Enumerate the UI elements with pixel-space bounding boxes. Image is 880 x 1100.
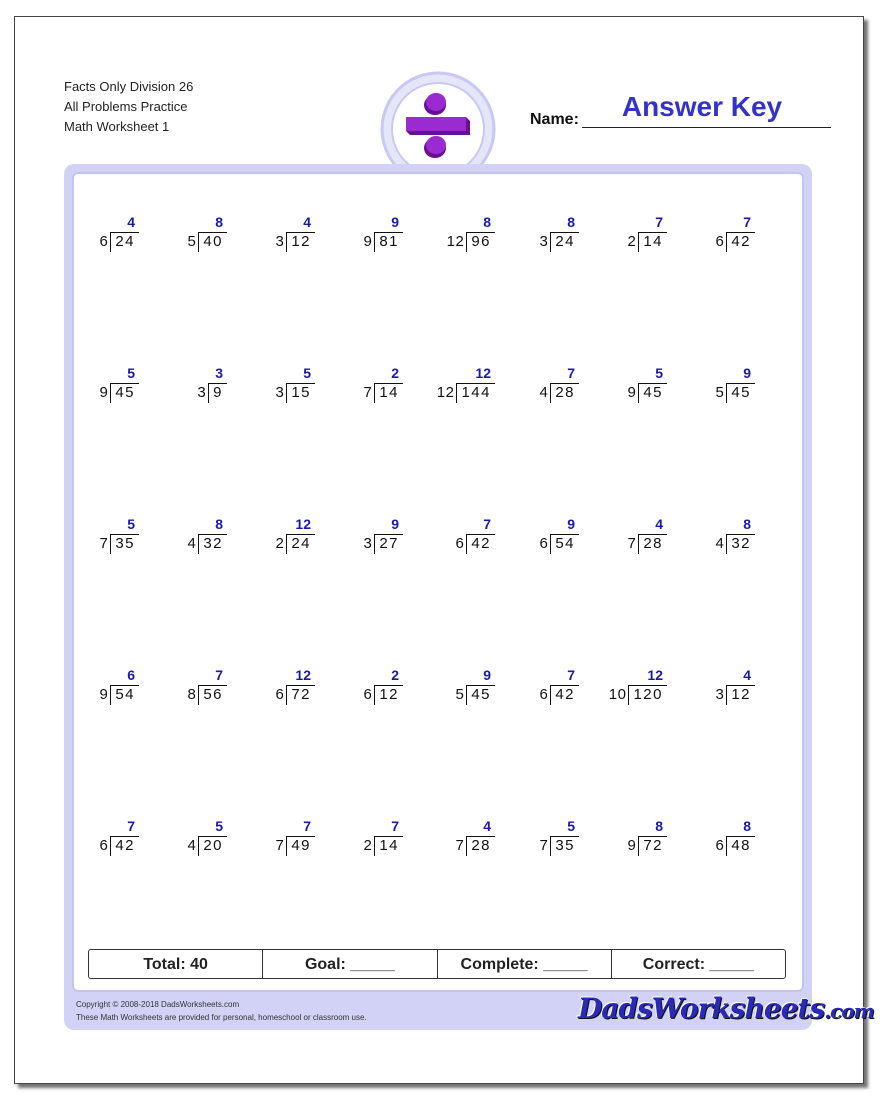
division-problem <box>323 516 403 562</box>
dividend: 24 <box>286 534 315 554</box>
quotient-answer: 4 <box>743 667 751 683</box>
divisor: 7 <box>627 535 637 552</box>
division-expression <box>235 383 315 403</box>
quotient-answer: 8 <box>655 818 663 834</box>
quotient-answer: 8 <box>567 214 575 230</box>
dividend: 120 <box>628 685 667 705</box>
divisor: 9 <box>363 233 373 250</box>
quotient-answer: 7 <box>567 667 575 683</box>
dividend: 54 <box>110 685 139 705</box>
dividend: 24 <box>110 232 139 252</box>
quotient-answer: 5 <box>127 365 135 381</box>
divisor: 4 <box>539 384 549 401</box>
quotient-answer: 7 <box>391 818 399 834</box>
division-problem <box>675 365 755 411</box>
dividend: 32 <box>726 534 755 554</box>
quotient-answer: 9 <box>567 516 575 532</box>
division-problem <box>323 818 403 864</box>
division-problem <box>59 667 139 713</box>
division-expression <box>415 232 495 252</box>
division-problem <box>59 516 139 562</box>
division-expression <box>499 383 579 403</box>
divisor: 6 <box>715 233 725 250</box>
division-expression <box>235 685 315 705</box>
quotient-answer: 7 <box>127 818 135 834</box>
dividend: 32 <box>198 534 227 554</box>
dividend: 12 <box>726 685 755 705</box>
division-problem <box>59 818 139 864</box>
divisor: 4 <box>187 837 197 854</box>
dividend: 42 <box>110 836 139 856</box>
dividend: 45 <box>638 383 667 403</box>
dividend: 72 <box>638 836 667 856</box>
divisor: 9 <box>627 837 637 854</box>
quotient-answer: 8 <box>215 214 223 230</box>
score-bar <box>88 949 786 979</box>
brand-logo <box>578 992 874 1025</box>
division-expression <box>675 685 755 705</box>
dividend: 27 <box>374 534 403 554</box>
division-problem <box>587 667 667 713</box>
divisor: 4 <box>187 535 197 552</box>
division-expression <box>323 534 403 554</box>
division-problem <box>675 667 755 713</box>
quotient-answer: 12 <box>475 365 491 381</box>
dividend: 14 <box>374 383 403 403</box>
quotient-answer: 2 <box>391 365 399 381</box>
division-problem <box>59 365 139 411</box>
division-expression <box>499 232 579 252</box>
division-expression <box>415 534 495 554</box>
title-line-3: Math Worksheet 1 <box>64 119 170 134</box>
division-problem <box>235 818 315 864</box>
divisor: 10 <box>608 686 627 703</box>
division-problem <box>587 818 667 864</box>
dividend: 14 <box>638 232 667 252</box>
dividend: 40 <box>198 232 227 252</box>
division-expression <box>147 232 227 252</box>
division-expression <box>415 836 495 856</box>
divisor: 6 <box>715 837 725 854</box>
division-expression <box>587 836 667 856</box>
quotient-answer: 8 <box>483 214 491 230</box>
division-expression <box>59 383 139 403</box>
division-expression <box>587 383 667 403</box>
divisor: 6 <box>99 233 109 250</box>
dividend: 28 <box>466 836 495 856</box>
dividend: 14 <box>374 836 403 856</box>
division-expression <box>235 836 315 856</box>
division-expression <box>59 534 139 554</box>
dividend: 45 <box>466 685 495 705</box>
division-expression <box>323 685 403 705</box>
dividend: 45 <box>110 383 139 403</box>
title-line-2: All Problems Practice <box>64 99 188 114</box>
quotient-answer: 5 <box>127 516 135 532</box>
division-problem <box>147 667 227 713</box>
quotient-answer: 3 <box>215 365 223 381</box>
dividend: 28 <box>638 534 667 554</box>
division-expression <box>675 383 755 403</box>
dividend: 42 <box>466 534 495 554</box>
division-problem <box>415 667 495 713</box>
quotient-answer: 7 <box>743 214 751 230</box>
divisor: 3 <box>363 535 373 552</box>
divisor: 6 <box>99 837 109 854</box>
division-expression <box>147 534 227 554</box>
divisor: 7 <box>99 535 109 552</box>
dividend: 42 <box>726 232 755 252</box>
dividend: 24 <box>550 232 579 252</box>
division-expression <box>147 685 227 705</box>
quotient-answer: 7 <box>303 818 311 834</box>
dividend: 72 <box>286 685 315 705</box>
quotient-answer: 7 <box>655 214 663 230</box>
divisor: 9 <box>627 384 637 401</box>
divisor: 12 <box>446 233 465 250</box>
copyright-line: Copyright © 2008-2018 DadsWorksheets.com <box>76 1000 240 1009</box>
dividend: 81 <box>374 232 403 252</box>
division-problem <box>235 516 315 562</box>
division-problem <box>323 365 403 411</box>
quotient-answer: 7 <box>483 516 491 532</box>
divisor: 3 <box>197 384 207 401</box>
divisor: 5 <box>455 686 465 703</box>
division-problem <box>499 214 579 260</box>
division-problem <box>415 818 495 864</box>
division-problem <box>675 516 755 562</box>
quotient-answer: 9 <box>743 365 751 381</box>
divisor: 12 <box>436 384 455 401</box>
divisor: 9 <box>99 384 109 401</box>
dividend: 42 <box>550 685 579 705</box>
problems-area <box>72 172 804 992</box>
division-expression <box>499 534 579 554</box>
division-problem <box>323 667 403 713</box>
quotient-answer: 8 <box>215 516 223 532</box>
dividend: 28 <box>550 383 579 403</box>
dividend: 45 <box>726 383 755 403</box>
dividend: 48 <box>726 836 755 856</box>
dividend: 49 <box>286 836 315 856</box>
quotient-answer: 5 <box>215 818 223 834</box>
dividend: 54 <box>550 534 579 554</box>
divisor: 6 <box>539 686 549 703</box>
dividend: 12 <box>374 685 403 705</box>
division-problem <box>675 818 755 864</box>
quotient-answer: 9 <box>391 214 399 230</box>
worksheet-title <box>64 77 193 137</box>
division-expression <box>147 383 227 403</box>
quotient-answer: 5 <box>655 365 663 381</box>
division-expression <box>235 232 315 252</box>
divisor: 2 <box>275 535 285 552</box>
divisor: 2 <box>627 233 637 250</box>
divisor: 4 <box>715 535 725 552</box>
quotient-answer: 9 <box>391 516 399 532</box>
divisor: 7 <box>455 837 465 854</box>
brand-part-2: Worksheets <box>651 992 825 1025</box>
division-problem <box>235 667 315 713</box>
dividend: 144 <box>456 383 495 403</box>
division-expression <box>499 685 579 705</box>
divisor: 6 <box>363 686 373 703</box>
divisor: 7 <box>275 837 285 854</box>
division-expression <box>415 383 495 403</box>
brand-part-3: .com <box>824 999 874 1023</box>
divisor: 3 <box>275 384 285 401</box>
division-problem <box>499 365 579 411</box>
division-problem <box>587 365 667 411</box>
answer-key-label: Answer Key <box>621 91 783 122</box>
divisor: 3 <box>715 686 725 703</box>
division-problem <box>587 214 667 260</box>
copyright-notice <box>76 998 367 1024</box>
divisor: 8 <box>187 686 197 703</box>
division-problem <box>675 214 755 260</box>
divisor: 7 <box>363 384 373 401</box>
divisor: 6 <box>275 686 285 703</box>
division-problem <box>499 516 579 562</box>
division-expression <box>59 685 139 705</box>
quotient-answer: 5 <box>303 365 311 381</box>
divisor: 3 <box>275 233 285 250</box>
division-expression <box>323 232 403 252</box>
divisor: 5 <box>187 233 197 250</box>
quotient-answer: 12 <box>295 667 311 683</box>
division-problem <box>323 214 403 260</box>
quotient-answer: 5 <box>567 818 575 834</box>
divisor: 5 <box>715 384 725 401</box>
goal-cell: Goal: _____ <box>263 950 437 978</box>
division-problem <box>59 214 139 260</box>
quotient-answer: 12 <box>295 516 311 532</box>
quotient-answer: 8 <box>743 818 751 834</box>
division-expression <box>675 534 755 554</box>
division-expression <box>675 836 755 856</box>
quotient-answer: 4 <box>303 214 311 230</box>
title-line-1: Facts Only Division 26 <box>64 79 194 94</box>
division-problem <box>235 214 315 260</box>
division-expression <box>147 836 227 856</box>
quotient-answer: 12 <box>647 667 663 683</box>
quotient-answer: 6 <box>127 667 135 683</box>
division-problem <box>147 818 227 864</box>
quotient-answer: 9 <box>483 667 491 683</box>
total-cell: Total: 40 <box>89 950 263 978</box>
divisor: 9 <box>99 686 109 703</box>
divisor: 6 <box>455 535 465 552</box>
division-problem <box>587 516 667 562</box>
dividend: 15 <box>286 383 315 403</box>
quotient-answer: 7 <box>215 667 223 683</box>
name-line <box>582 127 831 128</box>
division-problem <box>499 818 579 864</box>
quotient-answer: 4 <box>655 516 663 532</box>
usage-line: These Math Worksheets are provided for personal, homeschool or classroom use. <box>76 1013 367 1022</box>
division-problem <box>415 516 495 562</box>
divisor: 2 <box>363 837 373 854</box>
dividend: 96 <box>466 232 495 252</box>
division-expression <box>323 836 403 856</box>
divisor: 7 <box>539 837 549 854</box>
divisor: 3 <box>539 233 549 250</box>
division-expression <box>59 232 139 252</box>
division-problem <box>147 365 227 411</box>
division-problem <box>147 516 227 562</box>
division-expression <box>59 836 139 856</box>
dividend: 35 <box>110 534 139 554</box>
division-expression <box>235 534 315 554</box>
dividend: 12 <box>286 232 315 252</box>
division-expression <box>587 534 667 554</box>
brand-part-1: Dads <box>578 992 652 1025</box>
division-problem <box>147 214 227 260</box>
division-problem <box>415 214 495 260</box>
quotient-answer: 4 <box>127 214 135 230</box>
quotient-answer: 8 <box>743 516 751 532</box>
dividend: 56 <box>198 685 227 705</box>
division-expression <box>675 232 755 252</box>
division-expression <box>587 232 667 252</box>
division-problem <box>235 365 315 411</box>
correct-cell: Correct: _____ <box>642 956 754 973</box>
division-problem <box>499 667 579 713</box>
dividend: 35 <box>550 836 579 856</box>
division-expression <box>587 685 667 705</box>
quotient-answer: 7 <box>567 365 575 381</box>
complete-cell: Complete: _____ <box>438 950 612 978</box>
division-expression <box>323 383 403 403</box>
dividend: 9 <box>208 383 227 403</box>
division-expression <box>499 836 579 856</box>
division-problem <box>415 365 495 411</box>
quotient-answer: 4 <box>483 818 491 834</box>
division-expression <box>415 685 495 705</box>
quotient-answer: 2 <box>391 667 399 683</box>
divisor: 6 <box>539 535 549 552</box>
dividend: 20 <box>198 836 227 856</box>
name-label: Name: <box>530 111 579 128</box>
